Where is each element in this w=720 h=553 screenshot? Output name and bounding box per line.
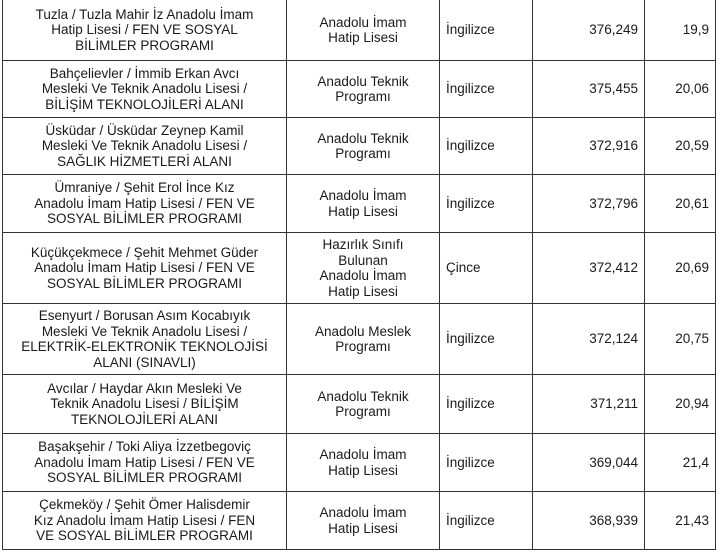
table-row — [3, 233, 716, 304]
language-cell: İngilizce — [440, 492, 533, 550]
language-cell: İngilizce — [440, 61, 533, 118]
score-cell: 376,249 — [533, 0, 645, 61]
percentile-cell: 20,59 — [645, 118, 716, 175]
percentile-cell: 20,61 — [645, 175, 716, 233]
school-name-cell: Başakşehir / Toki Aliya İzzetbegoviç Anadolu İmam Hatip Lisesi / FEN VE SOSYAL BİLİMLER PROGRAMI — [3, 434, 287, 492]
school-name-cell: Avcılar / Haydar Akın Mesleki Ve Teknik Anadolu Lisesi / BİLİŞİM TEKNOLOJİLERİ ALANI — [3, 375, 287, 434]
percentile-cell: 20,69 — [645, 233, 716, 304]
school-name-cell: Çekmeköy / Şehit Ömer Halisdemir Kız Anadolu İmam Hatip Lisesi / FEN VE SOSYAL BİLİMLER PROGRAMI — [3, 492, 287, 550]
table-row — [3, 375, 716, 434]
language-cell: İngilizce — [440, 434, 533, 492]
percentile-cell: 21,4 — [645, 434, 716, 492]
percentile-cell: 20,06 — [645, 61, 716, 118]
table-row — [3, 0, 716, 61]
percentile-cell: 20,75 — [645, 304, 716, 375]
language-cell: Çince — [440, 233, 533, 304]
score-cell: 369,044 — [533, 434, 645, 492]
school-name-cell: Bahçelievler / İmmib Erkan Avcı Mesleki Ve Teknik Anadolu Lisesi / BİLİŞİM TEKNOLOJİLERİ ALANI — [3, 61, 287, 118]
language-cell: İngilizce — [440, 375, 533, 434]
school-name-cell: Ümraniye / Şehit Erol İnce Kız Anadolu İmam Hatip Lisesi / FEN VE SOSYAL BİLİMLER PROGRAMI — [3, 175, 287, 233]
percentile-cell: 21,43 — [645, 492, 716, 550]
school-type-cell: Anadolu Teknik Programı — [287, 61, 440, 118]
table-row — [3, 61, 716, 118]
school-type-cell: Anadolu İmam Hatip Lisesi — [287, 434, 440, 492]
school-type-cell: Hazırlık Sınıfı Bulunan Anadolu İmam Hatip Lisesi — [287, 233, 440, 304]
school-name-cell: Üsküdar / Üsküdar Zeynep Kamil Mesleki Ve Teknik Anadolu Lisesi / SAĞLIK HİZMETLERİ ALANI — [3, 118, 287, 175]
score-cell: 372,124 — [533, 304, 645, 375]
score-cell: 375,455 — [533, 61, 645, 118]
table-row — [3, 175, 716, 233]
school-type-cell: Anadolu İmam Hatip Lisesi — [287, 0, 440, 61]
school-type-cell: Anadolu Meslek Programı — [287, 304, 440, 375]
percentile-cell: 19,9 — [645, 0, 716, 61]
percentile-cell: 20,94 — [645, 375, 716, 434]
school-type-cell: Anadolu Teknik Programı — [287, 118, 440, 175]
school-name-cell: Küçükçekmece / Şehit Mehmet Güder Anadolu İmam Hatip Lisesi / FEN VE SOSYAL BİLİMLER PROGRAMI — [3, 233, 287, 304]
school-type-cell: Anadolu Teknik Programı — [287, 375, 440, 434]
school-type-cell: Anadolu İmam Hatip Lisesi — [287, 492, 440, 550]
score-cell: 372,916 — [533, 118, 645, 175]
school-type-cell: Anadolu İmam Hatip Lisesi — [287, 175, 440, 233]
table-row — [3, 492, 716, 550]
school-name-cell: Esenyurt / Borusan Asım Kocabıyık Mesleki Ve Teknik Anadolu Lisesi / ELEKTRİK-ELEKTRONİK TEKNOLOJİSİ ALANI (SINAVLI) — [3, 304, 287, 375]
score-cell: 368,939 — [533, 492, 645, 550]
language-cell: İngilizce — [440, 304, 533, 375]
language-cell: İngilizce — [440, 0, 533, 61]
table-row — [3, 304, 716, 375]
school-score-table — [2, 0, 716, 550]
score-cell: 372,412 — [533, 233, 645, 304]
table-row — [3, 434, 716, 492]
language-cell: İngilizce — [440, 118, 533, 175]
language-cell: İngilizce — [440, 175, 533, 233]
score-cell: 372,796 — [533, 175, 645, 233]
score-cell: 371,211 — [533, 375, 645, 434]
school-name-cell: Tuzla / Tuzla Mahir İz Anadolu İmam Hatip Lisesi / FEN VE SOSYAL BİLİMLER PROGRAMI — [3, 0, 287, 61]
table-row — [3, 118, 716, 175]
